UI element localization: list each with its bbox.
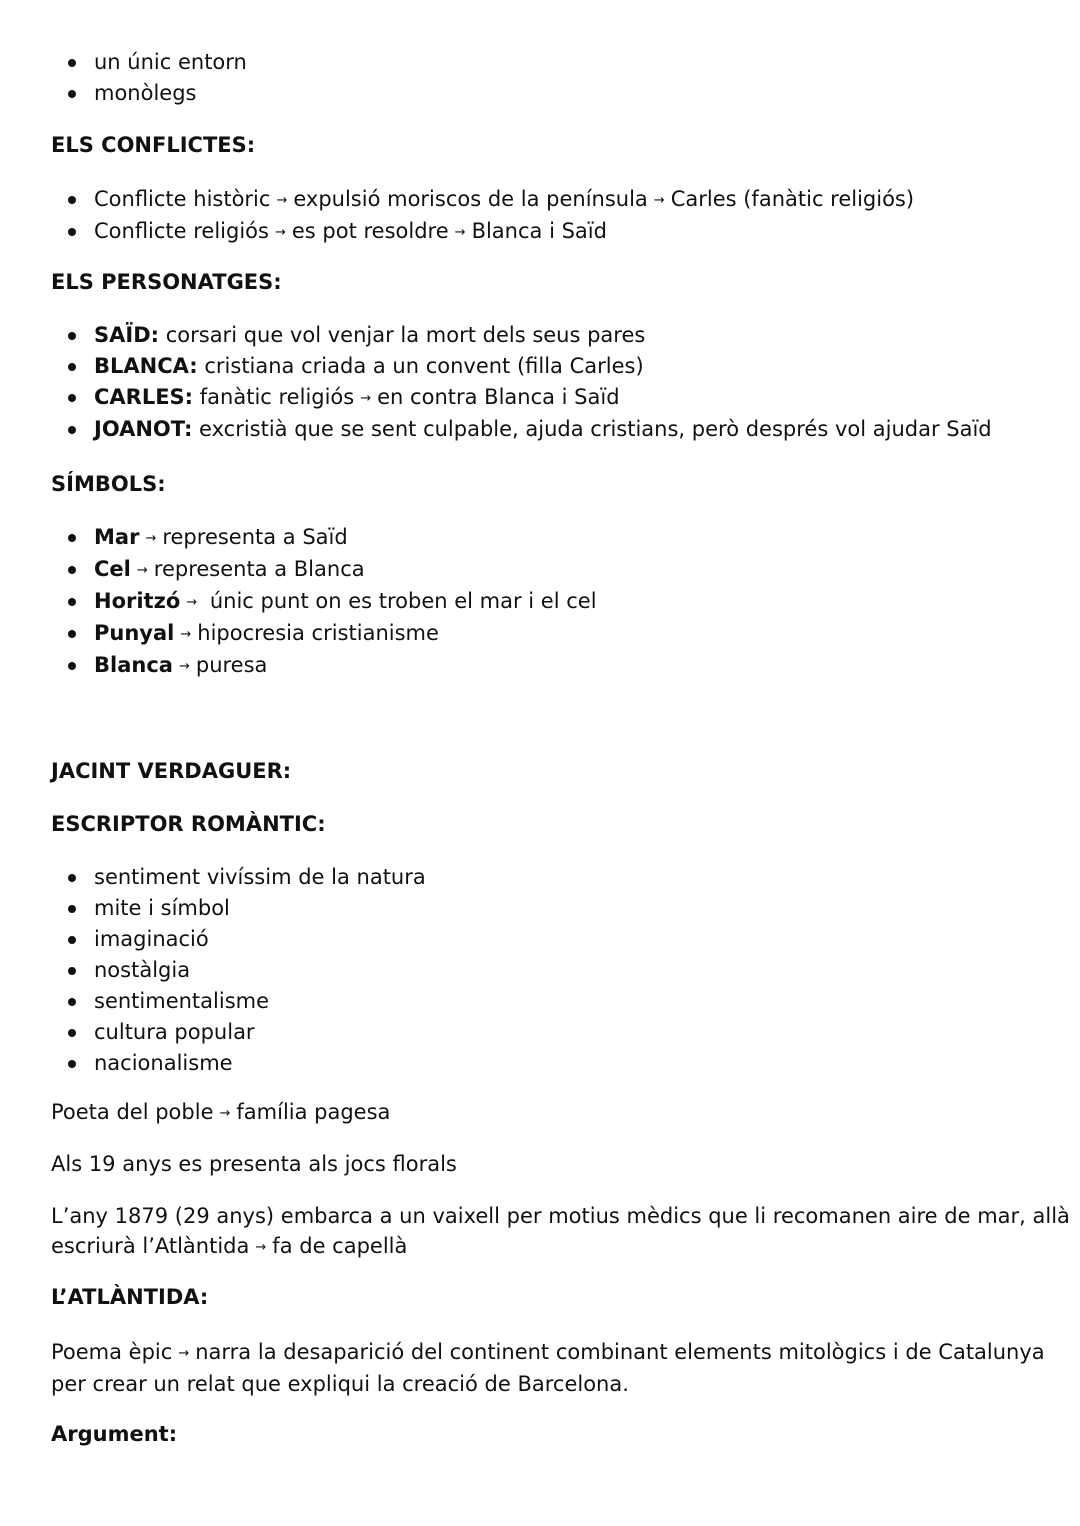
list-item: cultura popular (51, 1017, 426, 1048)
list-item: nostàlgia (51, 955, 426, 986)
atlantida-paragraph: Poema èpic → narra la desaparició del continent combinant elements mitològics i de Catalunya per crear un relat que expliqui la creació de Barcelona. (51, 1340, 1045, 1396)
verdaguer-heading: JACINT VERDAGUER: (51, 759, 292, 783)
year-paragraph: L’any 1879 (29 anys) embarca a un vaixell per motius mèdics que li recomanen aire de mar, allà escriurà l’Atlàntida → fa de capellà (51, 1204, 1070, 1258)
list-item: mite i símbol (51, 893, 426, 924)
poet-paragraph: Poeta del poble → família pagesa (51, 1100, 391, 1124)
argument-heading: Argument: (51, 1422, 178, 1446)
intro-list (51, 47, 247, 109)
arrow-icon: → (178, 659, 190, 674)
list-item: Conflicte religiós → es pot resoldre → Blanca i Saïd (51, 216, 914, 248)
arrow-icon: → (178, 1346, 190, 1361)
arrow-icon: → (255, 1240, 267, 1255)
conflicts-list (51, 184, 914, 248)
arrow-icon: → (360, 391, 372, 406)
conflicts-heading: ELS CONFLICTES: (51, 133, 256, 157)
list-item: Blanca → puresa (51, 650, 597, 682)
list-item: Cel → representa a Blanca (51, 554, 597, 586)
romantic-heading: ESCRIPTOR ROMÀNTIC: (51, 812, 326, 836)
list-item: nacionalisme (51, 1048, 426, 1079)
arrow-icon: → (274, 225, 286, 240)
characters-heading: ELS PERSONATGES: (51, 270, 282, 294)
symbols-list (51, 522, 597, 682)
atlantida-heading: L’ATLÀNTIDA: (51, 1285, 209, 1309)
list-item: Horitzó → únic punt on es troben el mar i el cel (51, 586, 597, 618)
arrow-icon: → (653, 193, 665, 208)
arrow-icon: → (186, 595, 198, 610)
list-item: un únic entorn (51, 47, 247, 78)
list-item: Mar → representa a Saïd (51, 522, 597, 554)
list-item: sentimentalisme (51, 986, 426, 1017)
characters-list (51, 320, 992, 445)
list-item: BLANCA: cristiana criada a un convent (filla Carles) (51, 351, 992, 382)
arrow-icon: → (454, 225, 466, 240)
arrow-icon: → (136, 563, 148, 578)
list-item: CARLES: fanàtic religiós → en contra Blanca i Saïd (51, 382, 992, 414)
arrow-icon: → (180, 627, 192, 642)
arrow-icon: → (276, 193, 288, 208)
list-item: Conflicte històric → expulsió moriscos de la península → Carles (fanàtic religiós) (51, 184, 914, 216)
list-item: JOANOT: excristià que se sent culpable, ajuda cristians, però després vol ajudar Saïd (51, 414, 992, 445)
arrow-icon: → (219, 1106, 231, 1121)
list-item: Punyal → hipocresia cristianisme (51, 618, 597, 650)
list-item: monòlegs (51, 78, 247, 109)
jocs-paragraph: Als 19 anys es presenta als jocs florals (51, 1152, 457, 1176)
arrow-icon: → (145, 531, 157, 546)
list-item: SAÏD: corsari que vol venjar la mort dels seus pares (51, 320, 992, 351)
list-item: imaginació (51, 924, 426, 955)
symbols-heading: SÍMBOLS: (51, 472, 166, 496)
list-item: sentiment vivíssim de la natura (51, 862, 426, 893)
traits-list (51, 862, 426, 1079)
